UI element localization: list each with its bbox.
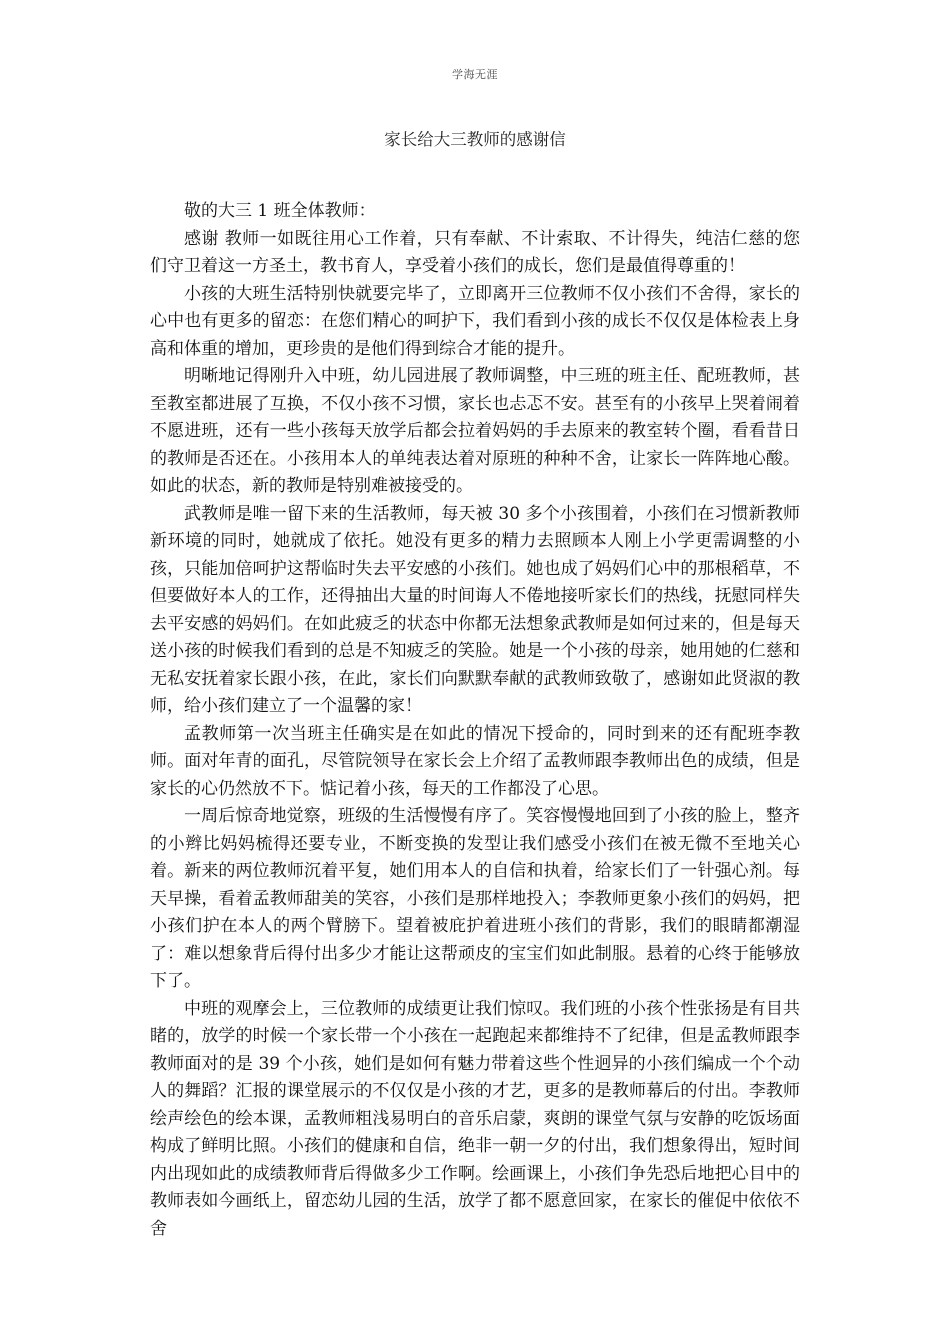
letter-paragraph: 中班的观摩会上，三位教师的成绩更让我们惊叹。我们班的小孩个性张扬是有目共睹的，放学的时候一个家长带一个小孩在一起跑起来都维持不了纪律，但是孟教师跟李教师面对的是 39 个小孩，她们是如何有魅力带着这些个性迥异的小孩们编成一个个动人的舞蹈？汇报的课堂展示的不仅仅是小孩的才艺，更多的是教师幕后的付出。李教师绘声绘色的绘本课，孟教师粗浅易明白的音乐启蒙，爽朗的课堂气氛与安静的吃饭场面构成了鲜明比照。小孩们的健康和自信，绝非一朝一夕的付出，我们想象得出，短时间内出现如此的成绩教师背后得做多少工作啊。绘画课上，小孩们争先恐后地把心目中的教师表如今画纸上，留恋幼儿园的生活，放学了都不愿意回家，在家长的催促中依依不舍 xyxy=(150,998,800,1239)
letter-paragraph: 孟教师第一次当班主任确实是在如此的情况下授命的，同时到来的还有配班李教师。面对年青的面孔，尽管院领导在家长会上介绍了孟教师跟李教师出色的成绩，但是家长的心仍然放不下。惦记着小孩，每天的工作都没了心思。 xyxy=(150,723,800,799)
letter-paragraph: 小孩的大班生活特别快就要完毕了，立即离开三位教师不仅小孩们不舍得，家长的心中也有更多的留恋：在您们精心的呵护下，我们看到小孩的成长不仅仅是体检表上身高和体重的增加，更珍贵的是他们得到综合才能的提升。 xyxy=(150,283,800,359)
page-header: 学海无涯 xyxy=(452,68,498,81)
letter-salutation: 敬的大三 1 班全体教师： xyxy=(184,201,376,221)
letter-paragraph: 明晰地记得刚升入中班，幼儿园进展了教师调整，中三班的班主任、配班教师，甚至教室都进展了互换，不仅小孩不习惯，家长也忐忑不安。甚至有的小孩早上哭着闹着不愿进班，还有一些小孩每天放学后都会拉着妈妈的手去原来的教室转个圈，看看昔日的教师是否还在。小孩用本人的单纯表达着对原班的种种不舍，让家长一阵阵地心酸。如此的状态，新的教师是特别难被接受的。 xyxy=(150,366,800,496)
letter-title: 家长给大三教师的感谢信 xyxy=(384,130,566,149)
letter-paragraph: 一周后惊奇地觉察，班级的生活慢慢有序了。笑容慢慢地回到了小孩的脸上，整齐的小辫比妈妈梳得还要专业，不断变换的发型让我们感受小孩们在被无微不至地关心着。新来的两位教师沉着平复，她们用本人的自信和执着，给家长们了一针强心剂。每天早操，看着孟教师甜美的笑容，小孩们是那样地投入；李教师更象小孩们的妈妈，把小孩们护在本人的两个臂膀下。望着被庇护着进班小孩们的背影，我们的眼睛都潮湿了：难以想象背后得付出多少才能让这帮顽皮的宝宝们如此制服。悬着的心终于能够放下了。 xyxy=(150,806,800,991)
letter-paragraph: 感谢 教师一如既往用心工作着，只有奉献、不计索取、不计得失，纯洁仁慈的您们守卫着这一方圣土，教书育人，享受着小孩们的成长，您们是最值得尊重的！ xyxy=(150,228,800,276)
letter-body xyxy=(150,198,800,1243)
letter-paragraph: 武教师是唯一留下来的生活教师，每天被 30 多个小孩围着，小孩们在习惯新教师新环境的同时，她就成了依托。她没有更多的精力去照顾本人刚上小学更需调整的小孩，只能加倍呵护这帮临时失去平安感的小孩们。她也成了妈妈们心中的那根稻草，不但要做好本人的工作，还得抽出大量的时间诲人不倦地接听家长们的热线，抚慰同样失去平安感的妈妈们。在如此疲乏的状态中你都无法想象武教师是如何过来的，但是每天送小孩的时候我们看到的总是不知疲乏的笑脸。她是一个小孩的母亲，她用她的仁慈和无私安抚着家长跟小孩，在此，家长们向默默奉献的武教师致敬了，感谢如此贤淑的教师，给小孩们建立了一个温馨的家！ xyxy=(150,503,800,716)
